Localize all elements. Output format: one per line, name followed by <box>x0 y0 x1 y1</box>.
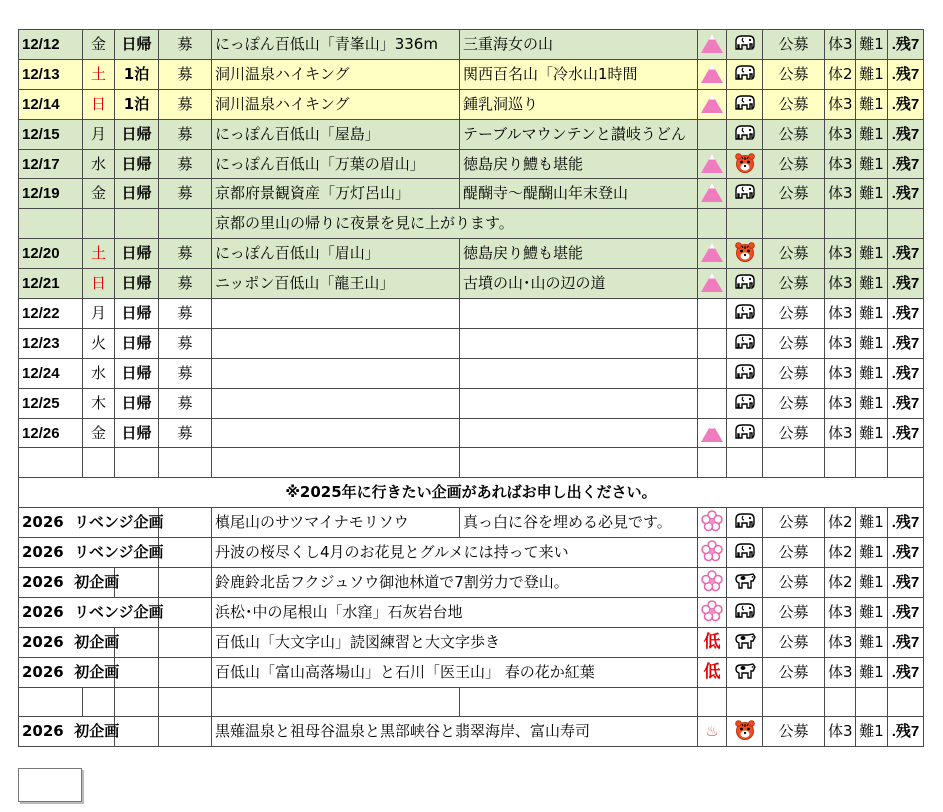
weekday-cell: 月 <box>83 119 115 149</box>
subtitle-cell <box>460 328 698 358</box>
recruit-cell: 募 <box>159 418 212 448</box>
date-cell: 12/12 <box>19 30 83 60</box>
difficulty-cell: 難1 <box>856 179 888 209</box>
level-icon-cell <box>727 358 763 388</box>
weekday-cell: 金 <box>83 30 115 60</box>
remaining-cell: .残7 <box>888 269 924 299</box>
category-icon-cell <box>698 59 727 89</box>
plan-kind-cell <box>19 597 164 627</box>
difficulty-cell: 難1 <box>856 239 888 269</box>
plan-row[interactable] <box>19 657 924 687</box>
date-cell: 12/21 <box>19 269 83 299</box>
title-cell: にっぽん百低山「眉山」 <box>212 239 460 269</box>
recruit-cell: 募 <box>159 89 212 119</box>
title-cell: 洞川温泉ハイキング <box>212 59 460 89</box>
date-cell: 12/22 <box>19 299 83 329</box>
remaining-cell: .残7 <box>888 597 924 627</box>
trip-type-cell: 日帰 <box>115 149 159 179</box>
notice-row <box>19 478 924 508</box>
recruit-cell: 募 <box>159 388 212 418</box>
notice-text: ※2025年に行きたい企画があればお申し出ください。 <box>19 478 924 508</box>
subtitle-cell: 徳島戻り鱧も堪能 <box>460 149 698 179</box>
plan-kind: 初企画 <box>74 572 120 591</box>
remaining-cell: .残7 <box>888 328 924 358</box>
difficulty-cell: 難1 <box>856 269 888 299</box>
public-recruit-cell: 公募 <box>763 717 825 747</box>
category-icon-cell <box>698 119 727 149</box>
public-recruit-cell: 公募 <box>763 418 825 448</box>
title-cell: ニッポン百低山「龍王山」 <box>212 269 460 299</box>
stamina-cell: 体3 <box>825 717 856 747</box>
remaining-cell: .残7 <box>888 657 924 687</box>
stamina-cell: 体3 <box>825 119 856 149</box>
date-cell: 12/26 <box>19 418 83 448</box>
trip-type-cell: 日帰 <box>115 119 159 149</box>
flower-icon <box>701 518 723 536</box>
difficulty-cell: 難1 <box>856 508 888 538</box>
public-recruit-cell: 公募 <box>763 597 825 627</box>
public-recruit-cell: 公募 <box>763 299 825 329</box>
title-cell: にっぽん百低山「屋島」 <box>212 119 460 149</box>
schedule-row[interactable] <box>19 299 924 329</box>
category-icon-cell <box>698 508 727 538</box>
plan-year: 2026 <box>22 572 64 591</box>
stamina-cell: 体2 <box>825 568 856 598</box>
plan-row[interactable] <box>19 717 924 747</box>
recruit-cell: 募 <box>159 239 212 269</box>
schedule-table <box>18 29 924 747</box>
category-icon-cell <box>698 597 727 627</box>
public-recruit-cell: 公募 <box>763 89 825 119</box>
level-icon-cell <box>727 179 763 209</box>
public-recruit-cell: 公募 <box>763 59 825 89</box>
trip-type-cell: 日帰 <box>115 299 159 329</box>
stamina-cell: 体3 <box>825 627 856 657</box>
difficulty-cell: 難1 <box>856 418 888 448</box>
date-cell: 12/17 <box>19 149 83 179</box>
trip-type-cell: 日帰 <box>115 388 159 418</box>
difficulty-cell: 難1 <box>856 299 888 329</box>
mountain-icon <box>700 100 724 118</box>
weekday-cell: 金 <box>83 418 115 448</box>
plan-title-cell: 浜松･中の尾根山「水窪」石灰岩台地 <box>212 597 698 627</box>
date-cell: 12/23 <box>19 328 83 358</box>
flower-icon <box>701 608 723 626</box>
title-cell <box>212 418 460 448</box>
stamina-cell: 体3 <box>825 179 856 209</box>
subtitle-cell: 醍醐寺～醍醐山年末登山 <box>460 179 698 209</box>
public-recruit-cell: 公募 <box>763 627 825 657</box>
difficulty-cell: 難1 <box>856 328 888 358</box>
public-recruit-cell: 公募 <box>763 538 825 568</box>
category-icon-cell <box>698 627 727 657</box>
elephant-icon <box>733 338 757 356</box>
schedule-row[interactable] <box>19 59 924 89</box>
plan-kind-cell <box>19 657 120 687</box>
level-icon-cell <box>727 627 763 657</box>
cow-icon <box>733 577 757 595</box>
date-cell: 12/24 <box>19 358 83 388</box>
level-icon-cell <box>727 149 763 179</box>
recruit-cell: 募 <box>159 59 212 89</box>
elephant-icon <box>733 398 757 416</box>
remaining-cell: .残7 <box>888 59 924 89</box>
recruit-cell: 募 <box>159 179 212 209</box>
note-text: 京都の里山の帰りに夜景を見に上がります。 <box>212 209 698 239</box>
plan-row[interactable] <box>19 597 924 627</box>
weekday-cell: 土 <box>83 59 115 89</box>
elephant-icon <box>733 39 757 57</box>
weekday-cell: 日 <box>83 89 115 119</box>
remaining-cell: .残7 <box>888 179 924 209</box>
recruit-cell: 募 <box>159 119 212 149</box>
stamina-cell: 体3 <box>825 597 856 627</box>
date-cell: 12/25 <box>19 388 83 418</box>
weekday-cell: 月 <box>83 299 115 329</box>
trip-type-cell: 日帰 <box>115 269 159 299</box>
plan-year: 2026 <box>22 632 64 651</box>
schedule-row[interactable] <box>19 418 924 448</box>
remaining-cell: .残7 <box>888 508 924 538</box>
remaining-cell: .残7 <box>888 627 924 657</box>
subtitle-cell <box>460 418 698 448</box>
trip-type-cell: 日帰 <box>115 239 159 269</box>
plan-kind: リベンジ企画 <box>74 602 164 621</box>
schedule-row[interactable] <box>19 388 924 418</box>
difficulty-cell: 難1 <box>856 597 888 627</box>
plan-subtitle-cell: 真っ白に谷を埋める必見です。 <box>460 508 698 538</box>
difficulty-cell: 難1 <box>856 627 888 657</box>
level-icon-cell <box>727 418 763 448</box>
elephant-icon <box>733 188 757 206</box>
plan-row[interactable] <box>19 508 924 538</box>
schedule-row[interactable] <box>19 328 924 358</box>
schedule-row[interactable] <box>19 179 924 209</box>
tiger-icon <box>734 249 756 267</box>
remaining-cell: .残7 <box>888 239 924 269</box>
date-cell: 12/13 <box>19 59 83 89</box>
recruit-cell: 募 <box>159 30 212 60</box>
public-recruit-cell: 公募 <box>763 508 825 538</box>
trip-type-cell: 日帰 <box>115 179 159 209</box>
recruit-cell: 募 <box>159 299 212 329</box>
remaining-cell: .残7 <box>888 119 924 149</box>
difficulty-cell: 難1 <box>856 538 888 568</box>
stamina-cell: 体3 <box>825 358 856 388</box>
title-cell: 洞川温泉ハイキング <box>212 89 460 119</box>
level-icon-cell <box>727 299 763 329</box>
stamina-cell: 体3 <box>825 388 856 418</box>
plan-kind-cell <box>19 717 120 747</box>
public-recruit-cell: 公募 <box>763 358 825 388</box>
subtitle-cell: 鍾乳洞巡り <box>460 89 698 119</box>
difficulty-cell: 難1 <box>856 358 888 388</box>
plan-row[interactable] <box>19 568 924 598</box>
level-icon-cell <box>727 328 763 358</box>
sheet-cell-stub[interactable] <box>18 768 82 802</box>
date-cell: 12/14 <box>19 89 83 119</box>
subtitle-cell: 関西百名山「冷水山1時間 <box>460 59 698 89</box>
remaining-cell: .残7 <box>888 30 924 60</box>
public-recruit-cell: 公募 <box>763 568 825 598</box>
stamina-cell: 体3 <box>825 657 856 687</box>
elephant-icon <box>733 129 757 147</box>
subtitle-cell <box>460 358 698 388</box>
title-cell <box>212 299 460 329</box>
cow-icon <box>733 637 757 655</box>
elephant-icon <box>733 278 757 296</box>
date-cell: 12/20 <box>19 239 83 269</box>
plan-title-cell: 鈴鹿鈴北岳フクジュソウ御池林道で7割労力で登山。 <box>212 568 698 598</box>
stamina-cell: 体3 <box>825 328 856 358</box>
title-cell: にっぽん百低山「万葉の眉山」 <box>212 149 460 179</box>
low-mountain-label: 低 <box>703 631 721 652</box>
weekday-cell: 日 <box>83 269 115 299</box>
level-icon-cell <box>727 59 763 89</box>
difficulty-cell: 難1 <box>856 568 888 598</box>
recruit-cell: 募 <box>159 358 212 388</box>
title-cell: にっぽん百低山「青峯山」336m <box>212 30 460 60</box>
subtitle-cell: 古墳の山･山の辺の道 <box>460 269 698 299</box>
elephant-icon <box>733 99 757 117</box>
hot-spring-icon: ♨ <box>705 722 719 741</box>
category-icon-cell <box>698 418 727 448</box>
category-icon-cell <box>698 89 727 119</box>
stamina-cell: 体2 <box>825 508 856 538</box>
level-icon-cell <box>727 89 763 119</box>
elephant-icon <box>733 428 757 446</box>
cow-icon <box>733 667 757 685</box>
title-cell <box>212 388 460 418</box>
public-recruit-cell: 公募 <box>763 119 825 149</box>
category-icon-cell <box>698 299 727 329</box>
stamina-cell: 体3 <box>825 239 856 269</box>
plan-title-cell: 黒薙温泉と祖母谷温泉と黒部峡谷と翡翠海岸、富山寿司 <box>212 717 698 747</box>
date-cell: 12/19 <box>19 179 83 209</box>
plan-kind: 初企画 <box>74 632 120 651</box>
remaining-cell: .残7 <box>888 538 924 568</box>
plan-year: 2026 <box>22 543 64 562</box>
weekday-cell: 土 <box>83 239 115 269</box>
plan-title-cell: 百低山「大文字山」読図練習と大文字歩き <box>212 627 698 657</box>
stamina-cell: 体3 <box>825 418 856 448</box>
weekday-cell: 金 <box>83 179 115 209</box>
difficulty-cell: 難1 <box>856 30 888 60</box>
title-cell: 京都府景観資産「万灯呂山」 <box>212 179 460 209</box>
plan-title-cell: 百低山「富山高落場山」と石川「医王山」 春の花か紅葉 <box>212 657 698 687</box>
weekday-cell: 木 <box>83 388 115 418</box>
mountain-icon <box>700 160 724 178</box>
subtitle-cell: 三重海女の山 <box>460 30 698 60</box>
plan-year: 2026 <box>22 602 64 621</box>
level-icon-cell <box>727 388 763 418</box>
stamina-cell: 体2 <box>825 538 856 568</box>
low-mountain-label: 低 <box>703 661 721 682</box>
mountain-icon <box>700 70 724 88</box>
plan-year: 2026 <box>22 513 64 532</box>
level-icon-cell <box>727 568 763 598</box>
category-icon-cell <box>698 657 727 687</box>
level-icon-cell <box>727 657 763 687</box>
mountain-icon <box>700 279 724 297</box>
level-icon-cell <box>727 119 763 149</box>
category-icon-cell <box>698 568 727 598</box>
flower-icon <box>701 578 723 596</box>
flower-icon <box>701 548 723 566</box>
plan-title-cell: 槙尾山のサツマイナモリソウ <box>212 508 460 538</box>
recruit-cell: 募 <box>159 269 212 299</box>
remaining-cell: .残7 <box>888 418 924 448</box>
plan-year: 2026 <box>22 722 64 741</box>
category-icon-cell <box>698 388 727 418</box>
schedule-row[interactable] <box>19 89 924 119</box>
schedule-row[interactable] <box>19 239 924 269</box>
plan-kind: 初企画 <box>74 662 120 681</box>
subtitle-cell <box>460 299 698 329</box>
schedule-row[interactable] <box>19 269 924 299</box>
weekday-cell: 水 <box>83 358 115 388</box>
elephant-icon <box>733 517 757 535</box>
remaining-cell: .残7 <box>888 299 924 329</box>
plan-row[interactable] <box>19 538 924 568</box>
elephant-icon <box>733 69 757 87</box>
elephant-icon <box>733 308 757 326</box>
mountain-icon <box>700 429 724 447</box>
subtitle-cell: 徳島戻り鱧も堪能 <box>460 239 698 269</box>
plan-kind: 初企画 <box>74 722 120 741</box>
category-icon-cell <box>698 179 727 209</box>
level-icon-cell <box>727 30 763 60</box>
stamina-cell: 体3 <box>825 149 856 179</box>
tiger-icon <box>734 727 756 745</box>
stamina-cell: 体3 <box>825 89 856 119</box>
public-recruit-cell: 公募 <box>763 149 825 179</box>
category-icon-cell <box>698 358 727 388</box>
level-icon-cell <box>727 538 763 568</box>
title-cell <box>212 328 460 358</box>
plan-year: 2026 <box>22 662 64 681</box>
remaining-cell: .残7 <box>888 388 924 418</box>
spacer-row <box>19 448 924 478</box>
plan-kind: リベンジ企画 <box>74 513 164 532</box>
difficulty-cell: 難1 <box>856 59 888 89</box>
weekday-cell: 水 <box>83 149 115 179</box>
schedule-row[interactable] <box>19 149 924 179</box>
public-recruit-cell: 公募 <box>763 328 825 358</box>
category-icon-cell <box>698 269 727 299</box>
trip-type-cell: 日帰 <box>115 30 159 60</box>
elephant-icon <box>733 607 757 625</box>
schedule-row[interactable] <box>19 30 924 60</box>
category-icon-cell <box>698 239 727 269</box>
category-icon-cell <box>698 30 727 60</box>
category-icon-cell <box>698 538 727 568</box>
difficulty-cell: 難1 <box>856 119 888 149</box>
remaining-cell: .残7 <box>888 568 924 598</box>
category-icon-cell <box>698 328 727 358</box>
trip-type-cell: 日帰 <box>115 358 159 388</box>
category-icon-cell <box>698 149 727 179</box>
trip-type-cell: 日帰 <box>115 328 159 358</box>
category-icon-cell <box>698 717 727 747</box>
spacer-row <box>19 687 924 717</box>
remaining-cell: .残7 <box>888 89 924 119</box>
stamina-cell: 体2 <box>825 59 856 89</box>
elephant-icon <box>733 368 757 386</box>
public-recruit-cell: 公募 <box>763 239 825 269</box>
public-recruit-cell: 公募 <box>763 269 825 299</box>
stamina-cell: 体3 <box>825 299 856 329</box>
schedule-note-row <box>19 209 924 239</box>
title-cell <box>212 358 460 388</box>
remaining-cell: .残7 <box>888 717 924 747</box>
trip-type-cell: 日帰 <box>115 418 159 448</box>
level-icon-cell <box>727 508 763 538</box>
mountain-icon <box>700 249 724 267</box>
stamina-cell: 体3 <box>825 30 856 60</box>
plan-kind-cell <box>19 627 120 657</box>
remaining-cell: .残7 <box>888 149 924 179</box>
plan-kind: リベンジ企画 <box>74 543 164 562</box>
level-icon-cell <box>727 239 763 269</box>
date-cell: 12/15 <box>19 119 83 149</box>
recruit-cell: 募 <box>159 328 212 358</box>
tiger-icon <box>734 160 756 178</box>
difficulty-cell: 難1 <box>856 717 888 747</box>
public-recruit-cell: 公募 <box>763 179 825 209</box>
mountain-icon <box>700 40 724 58</box>
level-icon-cell <box>727 597 763 627</box>
elephant-icon <box>733 547 757 565</box>
remaining-cell: .残7 <box>888 358 924 388</box>
schedule-row[interactable] <box>19 119 924 149</box>
plan-row[interactable] <box>19 627 924 657</box>
trip-type-cell: 1泊 <box>115 59 159 89</box>
level-icon-cell <box>727 717 763 747</box>
plan-kind-cell <box>19 568 120 598</box>
subtitle-cell <box>460 388 698 418</box>
schedule-row[interactable] <box>19 358 924 388</box>
subtitle-cell: テーブルマウンテンと讃岐うどん <box>460 119 698 149</box>
stamina-cell: 体3 <box>825 269 856 299</box>
recruit-cell: 募 <box>159 149 212 179</box>
public-recruit-cell: 公募 <box>763 388 825 418</box>
public-recruit-cell: 公募 <box>763 657 825 687</box>
plan-kind-cell <box>19 508 164 538</box>
difficulty-cell: 難1 <box>856 89 888 119</box>
level-icon-cell <box>727 269 763 299</box>
trip-type-cell: 1泊 <box>115 89 159 119</box>
plan-kind-cell <box>19 538 164 568</box>
public-recruit-cell: 公募 <box>763 30 825 60</box>
mountain-icon <box>700 189 724 207</box>
plan-title-cell: 丹波の桜尽くし4月のお花見とグルメには持って来い <box>212 538 698 568</box>
difficulty-cell: 難1 <box>856 149 888 179</box>
difficulty-cell: 難1 <box>856 388 888 418</box>
weekday-cell: 火 <box>83 328 115 358</box>
difficulty-cell: 難1 <box>856 657 888 687</box>
